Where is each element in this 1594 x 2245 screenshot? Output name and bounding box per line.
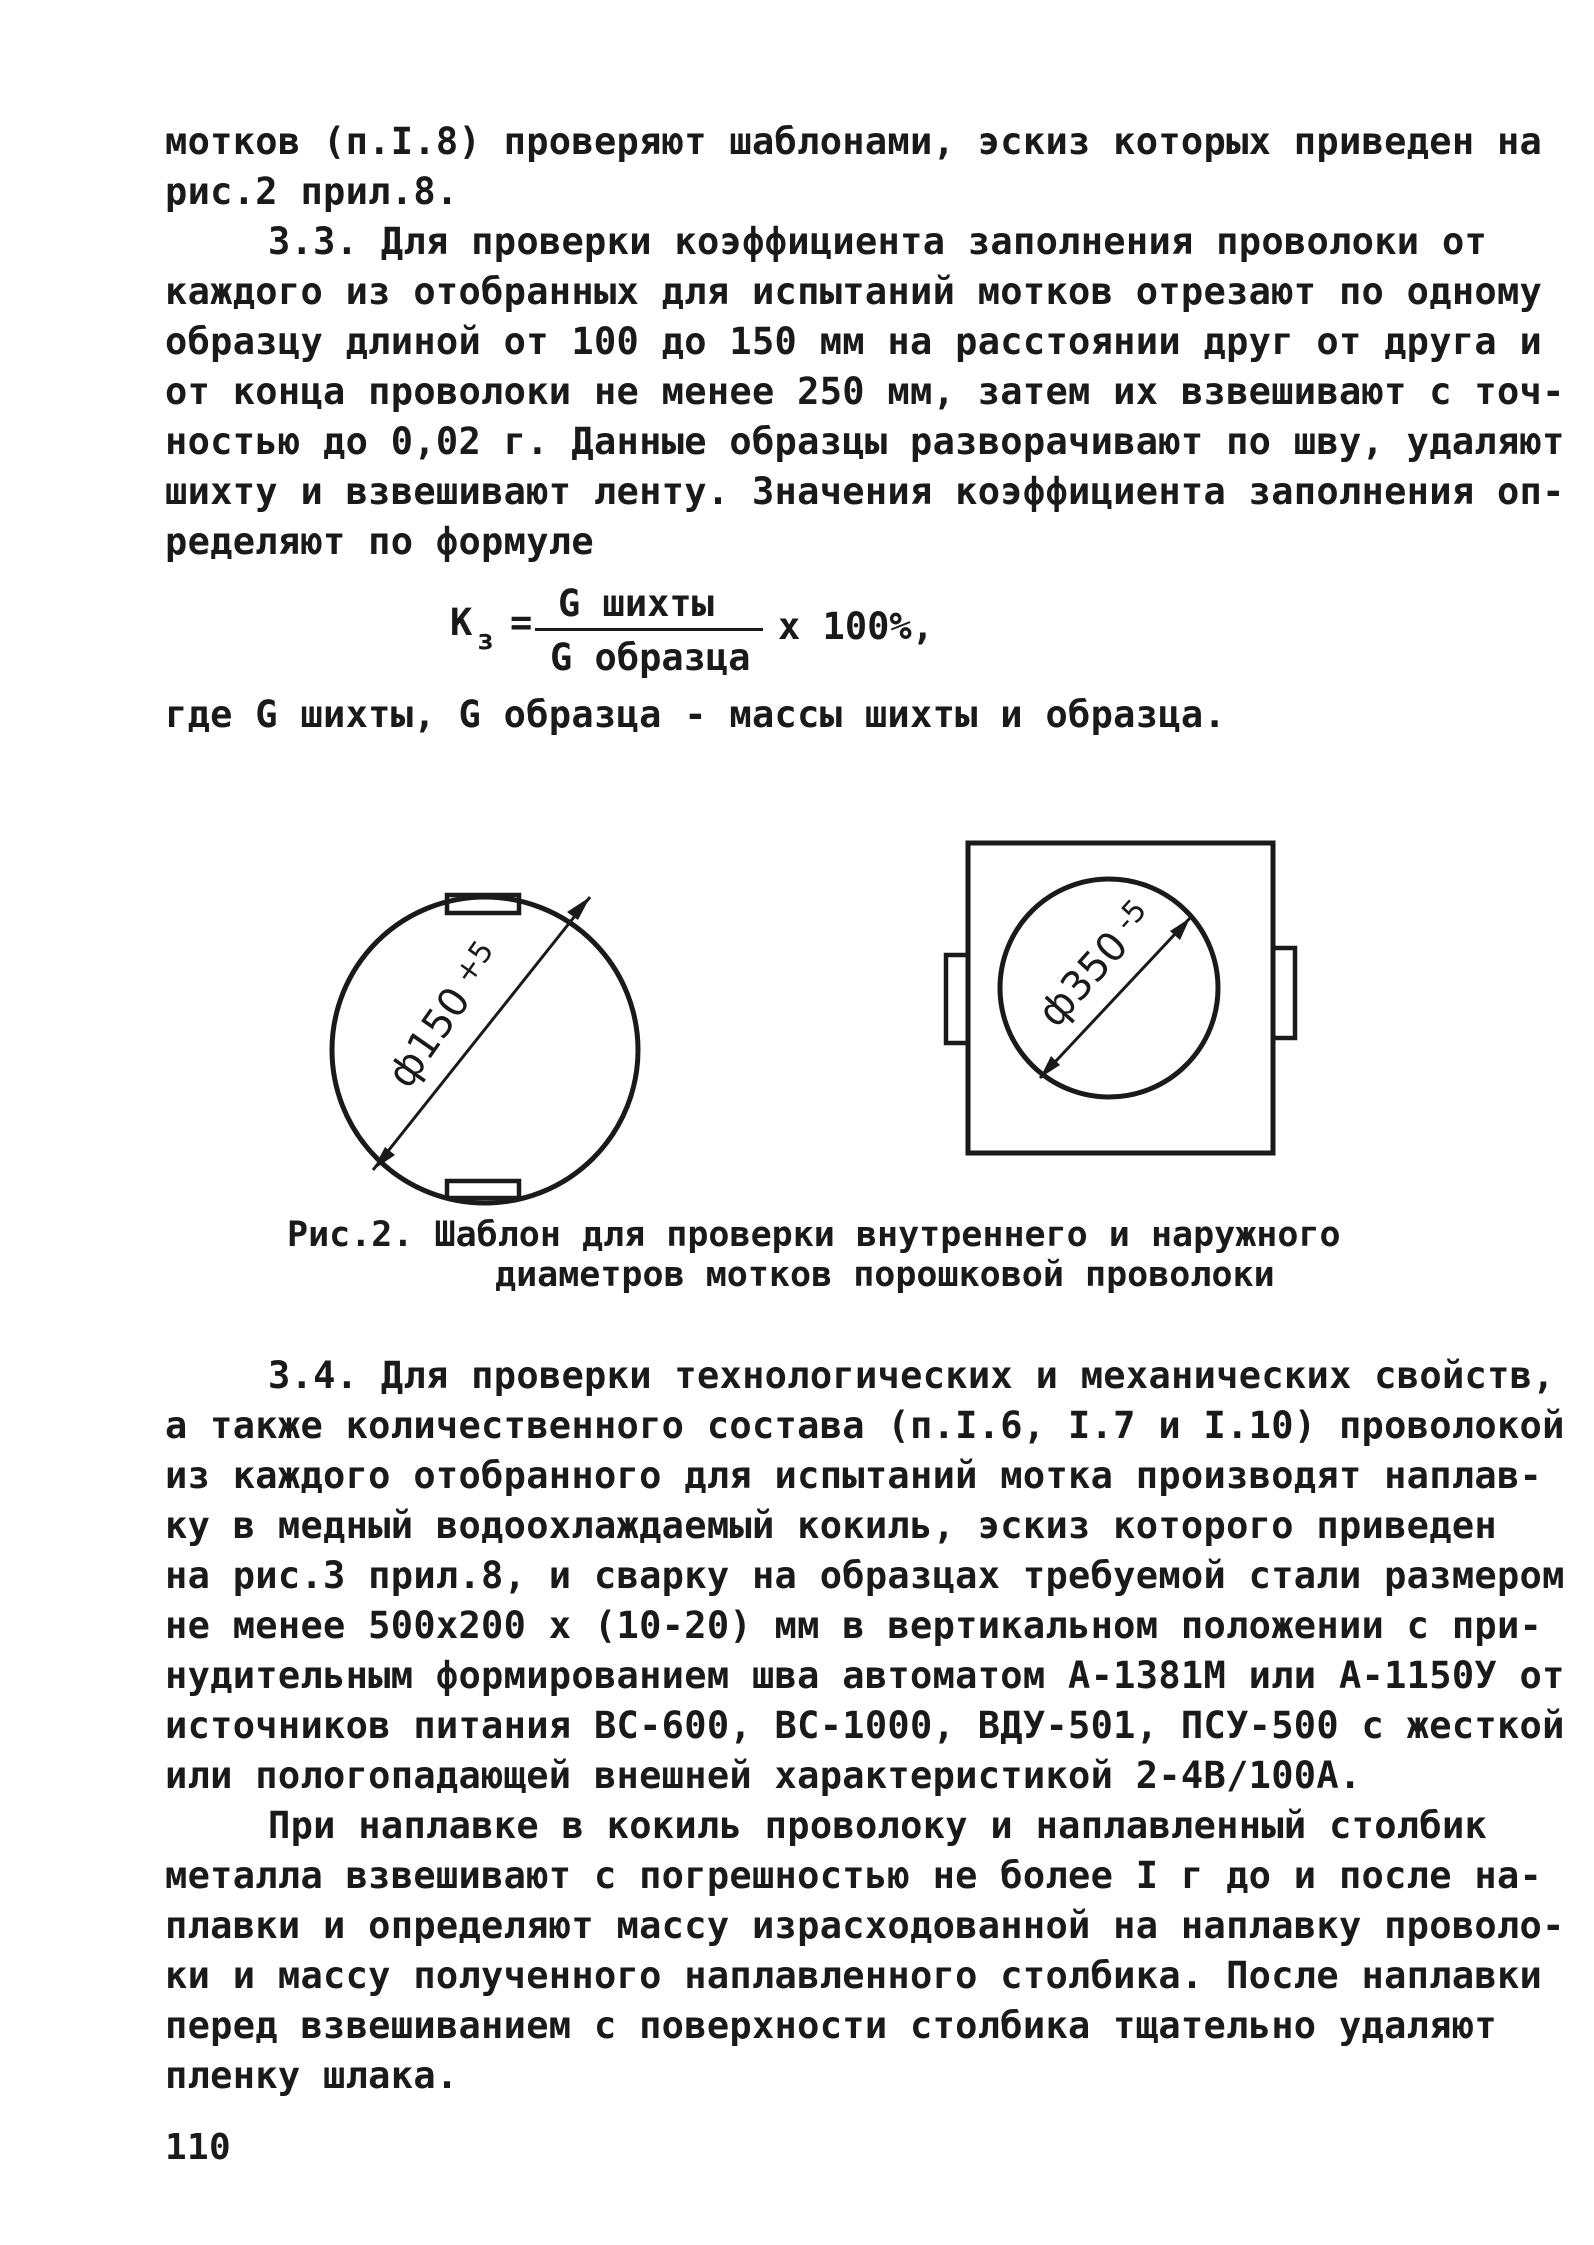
text-line: нудительным формированием шва автоматом А-1381М или А-1150У от (165, 1654, 1565, 1697)
inner-template-slot-bottom (447, 1181, 519, 1198)
formula-lhs-subscript: з (477, 623, 494, 656)
formula-denominator: G образца (550, 636, 751, 679)
text-line: 3.4. Для проверки технологических и механических свойств, (268, 1354, 1555, 1397)
text-line: на рис.3 прил.8, и сварку на образцах требуемой стали размером (165, 1554, 1565, 1597)
text-line: металла взвешивают с погрешностью не более I г до и после на- (165, 1854, 1543, 1897)
text-line: ностью до 0,02 г. Данные образцы разворачивают по шву, удаляют (165, 420, 1565, 463)
text-line: каждого из отобранных для испытаний мотков отрезают по одному (165, 270, 1543, 313)
inner-diameter-template (332, 895, 638, 1203)
figure-caption: диаметров мотков порошковой проволоки (495, 1255, 1275, 1295)
text-line: перед взвешиванием с поверхности столбика тщательно удаляют (165, 2004, 1497, 2047)
text-line: ки и массу полученного наплавленного столбика. После наплавки (165, 1954, 1543, 1997)
outer-dimension-label: ф350 (1029, 922, 1138, 1036)
text-line: плавки и определяют массу израсходованной на наплавку проволо- (165, 1904, 1565, 1947)
inner-dimension-label: ф150 (378, 979, 480, 1097)
outer-template-tab-left (946, 955, 968, 1043)
formula-numerator: G шихты (558, 582, 714, 625)
outer-dimension-tolerance: -5 (1107, 892, 1154, 939)
template-figure (0, 800, 1594, 1280)
outer-diameter-template (946, 843, 1295, 1153)
text-line: источников питания ВС-600, ВС-1000, ВДУ-501, ПСУ-500 с жесткой (165, 1704, 1565, 1747)
text-line: При наплавке в кокиль проволоку и наплавленный столбик (268, 1804, 1488, 1847)
page-number: 110 (165, 2127, 231, 2168)
text-line: а также количественного состава (п.I.6, I.7 и I.10) проволокой (165, 1404, 1565, 1447)
formula-lhs: К (450, 601, 473, 644)
outer-template-tab-right (1273, 948, 1295, 1038)
outer-template-circle (1000, 879, 1218, 1097)
figure-caption: Рис.2. Шаблон для проверки внутреннего и наружного (287, 1215, 1341, 1255)
text-line: ку в медный водоохлаждаемый кокиль, эскиз которого приведен (165, 1504, 1497, 1547)
outer-template-plate (968, 843, 1273, 1153)
text-line: от конца проволоки не менее 250 мм, затем их взвешивают с точ- (165, 370, 1565, 413)
inner-arrow-top (567, 897, 590, 920)
text-line: 3.3. Для проверки коэффициента заполнения проволоки от (268, 220, 1488, 263)
text-line: мотков (п.I.8) проверяют шаблонами, эскиз которых приведен на (165, 120, 1543, 163)
text-line: ределяют по формуле (165, 520, 594, 563)
text-line: образцу длиной от 100 до 150 мм на расстоянии друг от друга и (165, 320, 1543, 363)
formula-multiplier: х 100%, (778, 605, 934, 648)
fraction-bar (535, 628, 763, 631)
text-line: шихту и взвешивают ленту. Значения коэффициента заполнения оп- (165, 470, 1565, 513)
text-line: из каждого отобранного для испытаний мотка производят наплав- (165, 1454, 1543, 1497)
text-line: где G шихты, G образца - массы шихты и образца. (165, 693, 1227, 736)
inner-template-circle (332, 897, 638, 1203)
text-line: пленку шлака. (165, 2054, 459, 2097)
text-line: не менее 500х200 х (10-20) мм в вертикальном положении с при- (165, 1604, 1543, 1647)
text-line: рис.2 прил.8. (165, 170, 459, 213)
formula-equals: = (510, 601, 533, 644)
text-line: или пологопадающей внешней характеристикой 2-4В/100А. (165, 1754, 1362, 1797)
inner-dimension-tolerance: +5 (447, 934, 502, 991)
